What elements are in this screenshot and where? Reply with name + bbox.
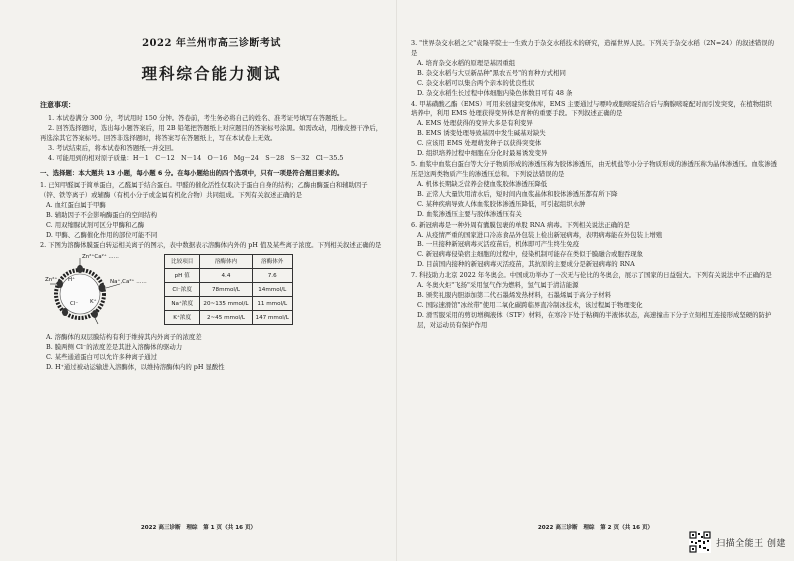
option-a: A. 冬奥火炬"飞扬"采用氢气作为燃料，氢气属于清洁能源 [417,281,579,290]
option-d: D. 甲酶、乙酶催化作用的部位可能不同 [46,230,158,239]
ion-table [164,254,293,325]
option-c: C. 新冠病毒侵染宿主细胞的过程中，侵染机制可能存在类似于膜融合或胞吞现象 [417,250,644,259]
right-page [397,0,794,561]
table-cell: K⁺浓度 [165,311,200,325]
table-row [165,283,293,297]
table-cell: pH 值 [165,269,200,283]
question-stem: 1. 已知甲醛属于简单蛋白，乙醛属于结合蛋白。甲醛的催化活性仅取决于蛋白自身的结构；乙酶由酶蛋白和辅助因子（锌、铁等离子）或辅酶（有机小分子或金属有机化合物）共同组成。下列有关叙述正确的是 [40,180,368,199]
option-c: C. 用双缩脲试剂可区分甲酶和乙酶 [46,220,145,229]
page-footer: 2022 高三诊断 理综 第 1 页（共 16 页） [140,525,257,532]
table-header: 溶酶体外 [252,255,292,269]
scanner-watermark [689,531,786,553]
option-b: B. 膜两侧 Cl⁻的浓度差是其进入溶酶体的驱动力 [46,343,183,352]
channel-protein [57,280,63,288]
scanner-watermark-text: 扫描全能王 创建 [716,538,786,549]
lysosome-lumen [60,274,100,314]
question-7 [411,271,778,331]
option-b: B. 正常人大量饮用清水后，短时间内血浆晶体和胶体渗透压都有所下降 [417,189,618,198]
option-a: A. EMS 处理获得的变异大多是有利变异 [417,119,533,128]
subject-title: 理科综合能力测试 [141,64,282,83]
table-cell: Cl⁻浓度 [165,283,200,297]
table-cell: 7.6 [252,269,292,283]
question-3 [411,39,778,99]
label-na-ca: Na⁺,Ca²⁺ ...... [110,279,147,286]
qr-code-icon [689,531,711,553]
notice-item: 3. 考试结束后，将本试卷和答题纸一并交回。 [48,144,178,153]
option-b: B. 辅助因子不会影响酶蛋白的空间结构 [46,210,158,219]
notice-item: 1. 本试卷满分 300 分，考试用时 150 分钟。答卷前，考生务必将自己的姓名、准考证号填写在答题纸上。 [48,114,351,123]
question-stem: 3. "世界杂交水稻之父"袁隆平院士一生致力于杂交水稻技术的研究，造福世界人民。下列关于杂交水稻（2N=24）的叙述错误的是 [411,39,775,57]
figure-row [40,254,383,329]
question-5 [411,160,778,220]
table-header: 比较项目 [165,255,200,269]
question-2 [40,241,383,373]
question-stem: 5. 血浆中血浆白蛋白等大分子物质形成的渗透压称为胶体渗透压，由无机盐等小分子物质形成的渗透压称为晶体渗透压。血浆渗透压是这两类物质产生的渗透压总和。下列说法错误的是 [411,160,778,178]
table-cell: 147 mmol/L [252,311,292,325]
table-cell: Na⁺浓度 [165,297,200,311]
option-c: C. 某些通道蛋白可以允许多种离子通过 [46,353,157,362]
option-c: C. 某种疾病导致人体血浆胶体渗透压降低，可引起组织水肿 [417,199,586,208]
label-k: K⁺ [90,299,97,306]
page-footer: 2022 高三诊断 理综 第 2 页（共 16 页） [537,525,654,532]
option-d: D. H⁺通过被动运输进入溶酶体，以维持溶酶体内的 pH 显酸性 [46,363,225,372]
table-cell: 14mmol/L [252,283,292,297]
option-d: D. 目前国内接种的新冠病毒灭活疫苗，其抗原的主要成分是新冠病毒的 RNA [417,260,635,269]
option-b: B. 杂交水稻与大豆新品种"黑农五号"的育种方式相同 [417,68,566,77]
question-4 [411,100,778,160]
lysosome-svg [40,254,160,329]
option-a: A. 从疫情严重的国家进口冷冻食品外包装上检出新冠病毒，表明病毒能在外包装上增殖 [417,230,663,239]
option-c: C. 国际速滑馆"冰丝带"使用二氧化碳跨临界直冷制冰技术，该过程属于物理变化 [417,300,643,309]
question-stem: 7. 科技助力北京 2022 年冬奥会。中国成功举办了一次无与伦比的冬奥会，展示了国家的日益强大。下列有关说法中不正确的是 [411,271,772,280]
option-a: A. 培育杂交水稻的原理是基因重组 [417,58,516,67]
label-cl: Cl⁻ [70,301,79,308]
channel-protein [99,284,106,292]
table-cell: 2~45 mmol/L [200,311,252,325]
notice-heading: 注意事项： [40,100,75,109]
option-c: C. 应该用 EMS 处理萌发种子以获得突变体 [417,139,542,148]
label-zn-bottom: Zn²⁺ [45,277,58,284]
notice-item: 2. 回答选择题时，选出每小题答案后，用 2B 铅笔把答题纸上对应题目的答案标号涂黑。如需改动，用橡皮擦干净后，再选涂其它答案标号。回答非选择题时，将答案写在答题纸上，写在本试卷上无效。 [40,124,383,143]
table-cell: 11 mmol/L [252,297,292,311]
question-stem: 2. 下图为溶酶体膜蛋白转运相关离子的图示，表中数据表示溶酶体内外的 pH 值及某些离子浓度。下列相关叙述正确的是 [40,241,382,250]
table-cell: 78mmol/L [200,283,252,297]
question-1 [40,181,383,241]
table-header-row [165,255,293,269]
table-cell: 4.4 [200,269,252,283]
arrow [95,318,98,324]
channel-protein [92,310,98,318]
question-6 [411,221,778,271]
label-h: H⁺ [68,277,76,284]
option-d: D. 杂交水稻生长过程中体细胞内染色体数目可有 48 条 [417,88,573,97]
option-b: B. 一旦接种新冠病毒灭活疫苗后，机体即可产生终生免疫 [417,240,580,249]
exam-title: 2022 年兰州市高三诊断考试 [142,38,281,49]
table-header: 溶酶体内 [200,255,252,269]
notice-item: 4. 可能用到的相对原子质量：H－1 C－12 N－14 O－16 Mg－24 S－28 S－32 Cl－35.5 [48,154,344,163]
option-d: D. 滑雪服采用的剪切增稠液体（STF）材料，在寒冷下处于粘稠的半液体状态，高速撞击下分子立刻相互连接形成坚硬的防护层，对运动员有保护作用 [417,310,772,329]
table-row [165,297,293,311]
option-d: D. 血浆渗透压主要与胶体渗透压有关 [417,209,522,218]
table-row [165,269,293,283]
option-a: A. 机体长期缺乏营养会使血浆胶体渗透压降低 [417,179,548,188]
label-zn-ca: Zn²⁺Ca²⁺ ...... [82,254,119,261]
option-b: B. 颁奖礼服内胆添加第二代石墨烯发热材料，石墨烯属于高分子材料 [417,291,612,300]
channel-protein [77,265,83,273]
section-title: 一、选择题：本大题共 13 小题，每小题 6 分。在每小题给出的四个选项中，只有一项是符合题目要求的。 [40,168,344,177]
option-b: B. EMS 诱变处理导致基因中发生碱基对缺失 [417,129,546,138]
question-stem: 4. 甲基磺酸乙酯（EMS）可用来创建突变体库，EMS 主要通过与嘌呤或胞嘧啶结合后与胸腺嘧啶配对而引发突变，在植物组织培养中，利用 EMS 处理获得变异体是育种的重要手段。下列叙述正确的是 [411,99,772,118]
lysosome-diagram [40,254,160,329]
option-d: D. 组织培养过程中细胞在分化时最易诱发变异 [417,149,548,158]
option-a: A. 血红蛋白属于甲酶 [46,200,106,209]
table-cell: 20~135 mmol/L [200,297,252,311]
question-stem: 6. 新冠病毒是一种外周有囊膜包裹的单股 RNA 病毒。下列相关说法正确的是 [411,220,630,229]
table-row [165,311,293,325]
option-a: A. 溶酶体的双层膜结构有利于维持其内外离子的浓度差 [46,333,202,342]
option-c: C. 杂交水稻可以集合两个亲本的优良性状 [417,78,535,87]
channel-protein [62,308,68,316]
